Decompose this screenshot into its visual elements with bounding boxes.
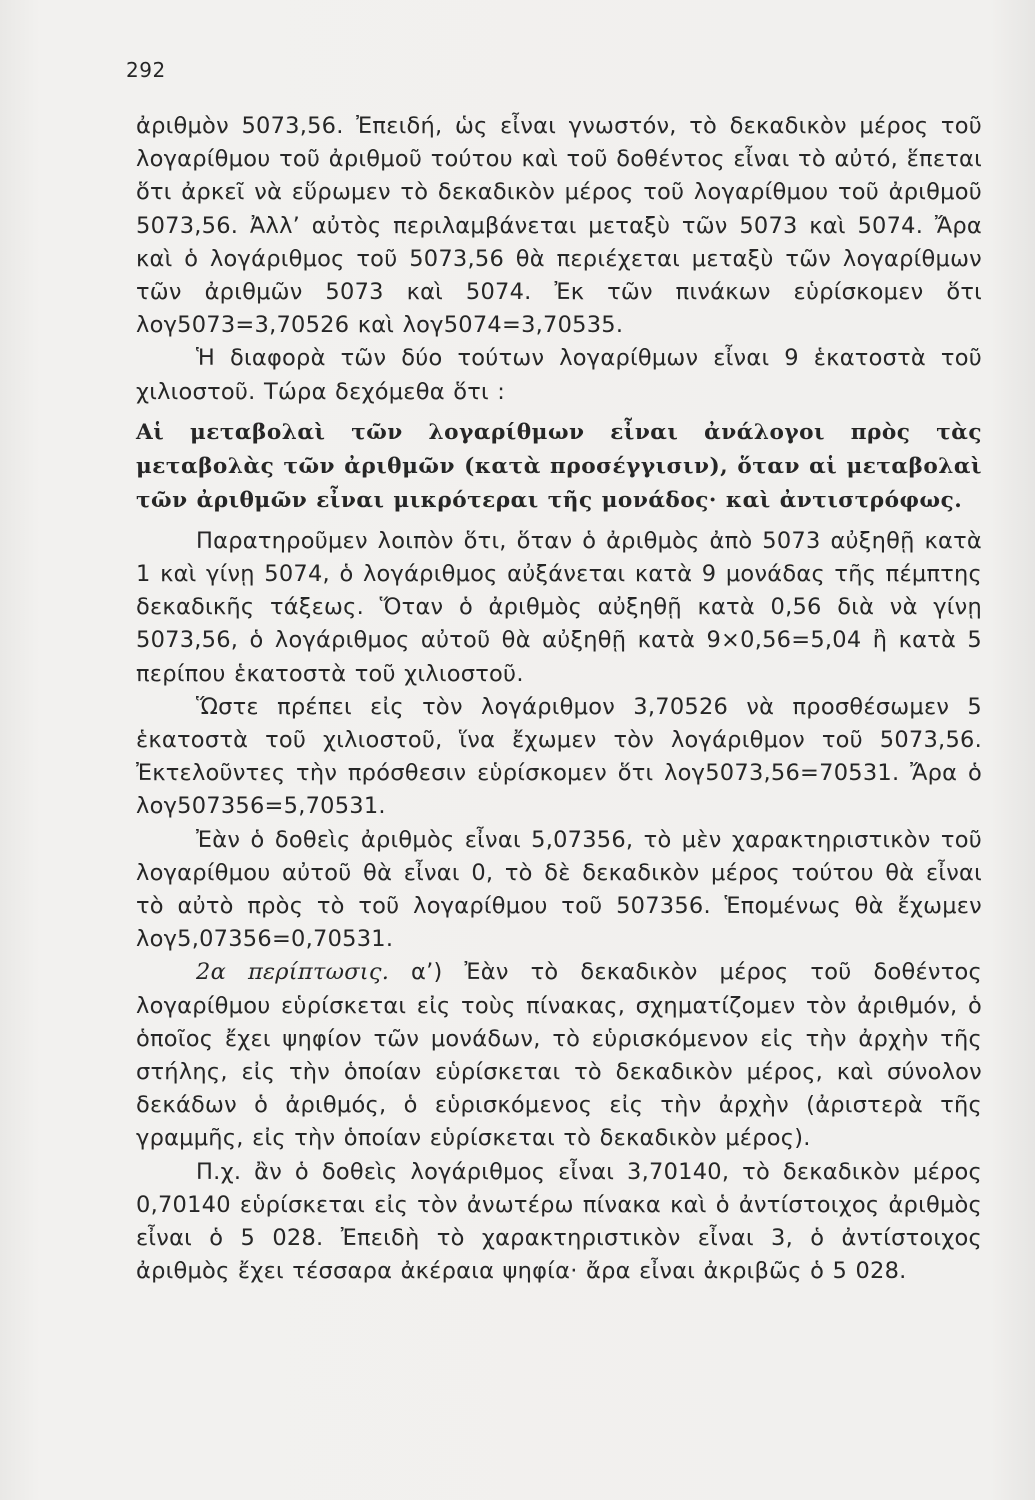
case-text: α’) Ἐὰν τὸ δεκαδικὸν μέρος τοῦ δοθέντος λογαρίθμου εὑρίσκεται εἰς τοὺς πίνακας, σχηματίζομεν τὸν ἀριθμόν, ὁ ὁποῖος ἔχει ψηφίον τῶν μονάδων, τὸ εὑρισκόμενον εἰς τὴν ἀρχὴν τῆς στήλης, εἰς τὴν ὁποίαν εὑρίσκεται τὸ δεκαδικὸν μέρος, καὶ σύνολον δεκάδων ὁ ἀριθμός, ὁ εὑρισκόμενος εἰς τὴν ἀρχὴν (ἀριστερὰ τῆς γραμμῆς, εἰς τὴν ὁποίαν εὑρίσκεται τὸ δεκαδικὸν μέρος). <box>136 959 982 1152</box>
page-number: 292 <box>126 58 166 82</box>
theorem-statement: Αἱ μεταβολαὶ τῶν λογαρίθμων εἶναι ἀνάλογοι πρὸς τὰς μεταβολὰς τῶν ἀριθμῶν (κατὰ προσέγγισιν), ὅταν αἱ μεταβολαὶ τῶν ἀριθμῶν εἶναι μικρότεραι τῆς μονάδος· καὶ ἀντιστρόφως. <box>136 419 982 513</box>
paragraph-4: Ὥστε πρέπει εἰς τὸν λογάριθμον 3,70526 νὰ προσθέσωμεν 5 ἑκατοστὰ τοῦ χιλιοστοῦ, ἵνα ἔχωμεν τὸν λογάριθμον τοῦ 5073,56. Ἐκτελοῦντες τὴν πρόσθεσιν εὑρίσκομεν ὅτι λογ5073,56=70531. Ἄρα ὁ λογ507356=5,70531. <box>136 693 982 820</box>
paragraph-2: Ἡ διαφορὰ τῶν δύο τούτων λογαρίθμων εἶναι 9 ἑκατοστὰ τοῦ χιλιοστοῦ. Τώρα δεχόμεθα ὅτι : <box>136 345 982 405</box>
case-label: 2α περίπτωσις. <box>196 959 390 986</box>
paragraph-case-2 <box>136 956 982 1155</box>
paragraph-example: Π.χ. ἂν ὁ δοθεὶς λογάριθμος εἶναι 3,70140, τὸ δεκαδικὸν μέρος 0,70140 εὑρίσκεται εἰς τὸν ἀνωτέρω πίνακα καὶ ὁ ἀντίστοιχος ἀριθμὸς εἶναι ὁ 5 028. Ἐπειδὴ τὸ χαρακτηριστικὸν εἶναι 3, ὁ ἀντίστοιχος ἀριθμὸς ἔχει τέσσαρα ἀκέραια ψηφία· ἄρα εἶναι ἀκριβῶς ὁ 5 028. <box>136 1158 982 1285</box>
paragraph-1: ἀριθμὸν 5073,56. Ἐπειδή, ὡς εἶναι γνωστόν, τὸ δεκαδικὸν μέρος τοῦ λογαρίθμου τοῦ ἀριθμοῦ τούτου καὶ τοῦ δοθέντος εἶναι τὸ αὐτό, ἕπεται ὅτι ἀρκεῖ νὰ εὕρωμεν τὸ δεκαδικὸν μέρος τοῦ λογαρίθμου τοῦ ἀριθμοῦ 5073,56. Ἀλλ’ αὐτὸς περιλαμβάνεται μεταξὺ τῶν 5073 καὶ 5074. Ἄρα καὶ ὁ λογάριθμος τοῦ 5073,56 θὰ περιέχεται μεταξὺ τῶν λογαρίθμων τῶν ἀριθμῶν 5073 καὶ 5074. Ἐκ τῶν πινάκων εὑρίσκομεν ὅτι λογ5073=3,70526 καὶ λογ5074=3,70535. <box>136 113 982 339</box>
paragraph-5: Ἐὰν ὁ δοθεὶς ἀριθμὸς εἶναι 5,07356, τὸ μὲν χαρακτηριστικὸν τοῦ λογαρίθμου αὐτοῦ θὰ εἶναι 0, τὸ δὲ δεκαδικὸν μέρος τούτου θὰ εἶναι τὸ αὐτὸ πρὸς τὸ τοῦ λογαρίθμου τοῦ 507356. Ἑπομένως θὰ ἔχωμεν λογ5,07356=0,70531. <box>136 826 982 953</box>
paragraph-3: Παρατηροῦμεν λοιπὸν ὅτι, ὅταν ὁ ἀριθμὸς ἀπὸ 5073 αὐξηθῇ κατὰ 1 καὶ γίνῃ 5074, ὁ λογάριθμος αὐξάνεται κατὰ 9 μονάδας τῆς πέμπτης δεκαδικῆς τάξεως. Ὅταν ὁ ἀριθμὸς αὐξηθῇ κατὰ 0,56 διὰ νὰ γίνῃ 5073,56, ὁ λογάριθμος αὐτοῦ θὰ αὐξηθῇ κατὰ 9×0,56=5,04 ἢ κατὰ 5 περίπου ἑκατοστὰ τοῦ χιλιοστοῦ. <box>136 527 982 687</box>
page-body <box>136 110 982 1289</box>
